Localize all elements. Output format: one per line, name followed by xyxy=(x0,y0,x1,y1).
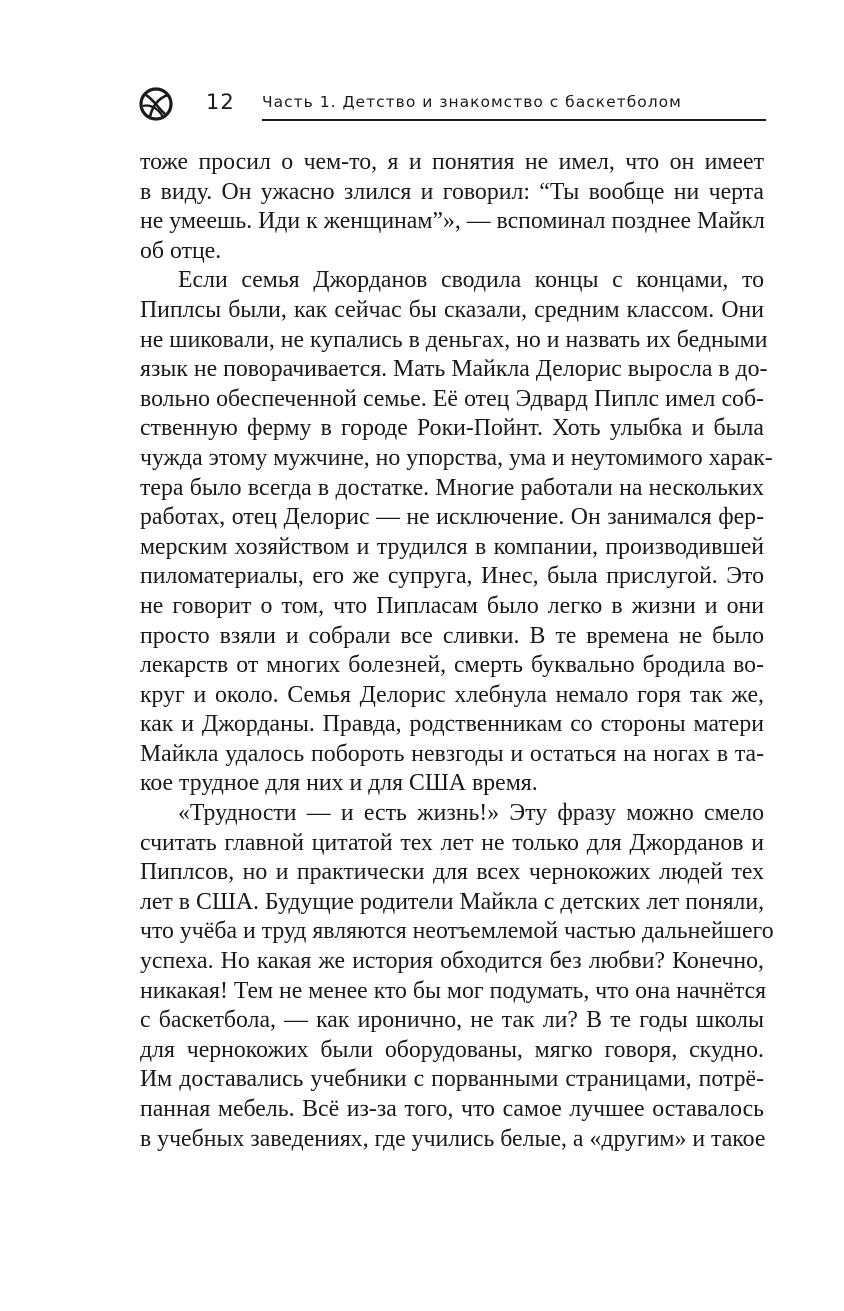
text-line: лет в США. Будущие родители Майкла с детских лет поняли, xyxy=(140,888,765,915)
text-line: Пиплсов, но и практически для всех чернокожих людей тех xyxy=(140,859,764,886)
text-line: об отце. xyxy=(140,237,222,264)
text-line: считать главной цитатой тех лет не только для Джорданов и xyxy=(140,829,764,856)
text-line: Если семья Джорданов сводила концы с концами, то xyxy=(178,267,764,294)
text-line: для чернокожих были оборудованы, мягко говоря, скудно. xyxy=(140,1036,764,1063)
text-line: Им доставались учебники с порванными страницами, потрё- xyxy=(140,1066,764,1093)
basketball-icon xyxy=(138,86,174,122)
text-line: Пиплсы были, как сейчас бы сказали, средним классом. Они xyxy=(140,296,764,323)
text-line: никакая! Тем не менее кто бы мог подумать, что она начнётся xyxy=(140,977,767,1004)
text-line: лекарств от многих болезней, смерть буквально бродила во- xyxy=(140,652,764,679)
text-line: панная мебель. Всё из-за того, что самое лучшее оставалось xyxy=(140,1096,764,1122)
page-number: 12 xyxy=(206,90,235,114)
text-line: как и Джорданы. Правда, родственникам со стороны матери xyxy=(140,711,764,738)
text-line: что учёба и труд являются неотъемлемой частью дальнейшего xyxy=(140,918,774,945)
text-line: мерским хозяйством и трудился в компании, производившей xyxy=(140,533,764,560)
text-line: с баскетбола, — как иронично, не так ли? В те годы школы xyxy=(140,1007,764,1034)
text-line: просто взяли и собрали все сливки. В те времена не было xyxy=(140,622,764,649)
text-line: пиломатериалы, его же супруга, Инес, была прислугой. Это xyxy=(140,563,764,590)
text-line: не шиковали, не купались в деньгах, но и назвать их бедными xyxy=(140,326,768,353)
text-line: чужда этому мужчине, но упорства, ума и неутомимого харак- xyxy=(140,444,773,471)
paragraph xyxy=(140,266,773,799)
text-line: успеха. Но какая же история обходится без любви? Конечно, xyxy=(140,948,764,975)
running-title: Часть 1. Детство и знакомство с баскетболом xyxy=(262,93,682,111)
text-line: кое трудное для них и для США время. xyxy=(140,770,538,797)
text-line: язык не поворачивается. Мать Майкла Делорис выросла в до- xyxy=(140,356,768,383)
text-line: Майкла удалось побороть невзгоды и остаться на ногах в та- xyxy=(140,740,764,767)
text-line: не умеешь. Иди к женщинам”», — вспоминал позднее Майкл xyxy=(140,208,765,235)
page-header xyxy=(138,84,766,124)
text-line: круг и около. Семья Делорис хлебнула немало горя так же, xyxy=(140,681,764,708)
text-line: работах, отец Делорис — не исключение. Он занимался фер- xyxy=(140,504,764,531)
text-line: в виду. Он ужасно злился и говорил: “Ты вообще ни черта xyxy=(140,178,764,205)
paragraph xyxy=(140,148,764,266)
text-line: не говорит о том, что Пипласам было легко в жизни и они xyxy=(140,592,764,619)
text-line: ственную ферму в городе Роки-Пойнт. Хоть улыбка и была xyxy=(140,415,764,442)
body-text xyxy=(140,148,774,1154)
paragraph xyxy=(140,799,774,1154)
header-divider xyxy=(262,119,766,121)
text-line: вольно обеспеченной семье. Её отец Эдвард Пиплс имел соб- xyxy=(140,385,764,412)
text-line: тера было всегда в достатке. Многие работали на нескольких xyxy=(140,474,764,501)
text-line: тоже просил о чем-то, я и понятия не имел, что он имеет xyxy=(140,149,764,175)
text-line: «Трудности — и есть жизнь!» Эту фразу можно смело xyxy=(178,800,764,827)
text-line: в учебных заведениях, где учились белые, а «другим» и такое xyxy=(140,1125,766,1152)
